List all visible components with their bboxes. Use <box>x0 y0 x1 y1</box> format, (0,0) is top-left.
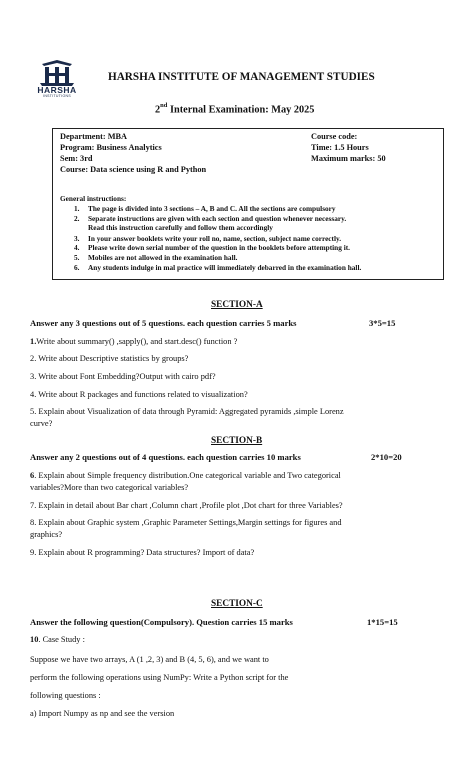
instruction-text: Read this instruction carefully and follow them accordingly <box>88 223 273 232</box>
logo-name: HARSHA <box>37 85 77 95</box>
question-2: 2. Write about Descriptive statistics by groups? <box>30 354 189 363</box>
course-code: Course code: <box>311 132 358 141</box>
section-c-instruction: Answer the following question(Compulsory). Question carries 15 marks <box>30 617 293 627</box>
question-8-line1: 8. Explain about Graphic system ,Graphic Parameter Settings,Margin settings for figures and <box>30 518 342 527</box>
course-name: Course: Data science using R and Python <box>60 165 207 174</box>
section-c-marks: 1*15=15 <box>367 617 398 627</box>
question-7: 7. Explain in detail about Bar chart ,Column chart ,Profile plot ,Dot chart for three Variables? <box>30 501 343 510</box>
instruction-text: Please write down serial number of the question in the booklets before attempting it. <box>88 243 350 252</box>
instruction-text: In your answer booklets write your roll no, name, section, subject name correctly. <box>88 233 342 243</box>
question-5-line2: curve? <box>30 419 53 428</box>
section-a-marks: 3*5=15 <box>369 318 396 328</box>
question-6-line1: 6. Explain about Simple frequency distribution.One categorical variable and Two categorical <box>30 471 341 480</box>
instruction-num: 5. <box>74 253 80 262</box>
question-1: 1.Write about summary() ,sapply(), and start.desc() function ? <box>30 337 238 346</box>
question-6-line2: variables?More than two categorical variables? <box>30 483 189 492</box>
question-10-heading: 10. Case Study : <box>30 635 85 644</box>
instruction-num: 1. <box>74 204 80 213</box>
institute-title: HARSHA INSTITUTE OF MANAGEMENT STUDIES <box>108 71 375 83</box>
section-b-title: SECTION-B <box>211 436 263 446</box>
section-a-title: SECTION-A <box>211 300 263 310</box>
program: Program: Business Analytics <box>60 143 162 152</box>
question-8-line2: graphics? <box>30 530 63 539</box>
exam-title: 2nd Internal Examination: May 2025 <box>155 102 315 116</box>
department: Department: MBA <box>60 132 128 141</box>
instruction-num: 2. <box>74 213 80 223</box>
question-5-line1: 5. Explain about Visualization of data through Pyramid: Aggregated pyramids ,simple Lorenz <box>30 407 344 416</box>
question-4: 4. Write about R packages and functions related to visualization? <box>30 390 248 399</box>
section-b-instruction: Answer any 2 questions out of 4 questions. each question carries 10 marks <box>30 452 301 462</box>
max-marks: Maximum marks: 50 <box>311 154 386 163</box>
instruction-text: The page is divided into 3 sections – A, B and C. All the sections are compulsory <box>88 204 336 213</box>
case-study-line4: a) Import Numpy as np and see the version <box>30 709 175 718</box>
instruction-num: 3. <box>74 233 80 243</box>
logo-subtitle: INSTITUTIONS <box>43 94 71 98</box>
case-study-line2: perform the following operations using NumPy: Write a Python script for the <box>30 673 289 682</box>
instruction-text: Any students indulge in mal practice will immediately debarred in the examination hall. <box>88 263 362 272</box>
section-c-title: SECTION-C <box>211 599 263 609</box>
instruction-text: Mobiles are not allowed in the examination hall. <box>88 253 238 262</box>
section-a-instruction: Answer any 3 questions out of 5 questions. each question carries 5 marks <box>30 318 297 328</box>
instruction-num: 6. <box>74 263 80 272</box>
semester: Sem: 3rd <box>60 154 93 163</box>
question-9: 9. Explain about R programming? Data structures? Import of data? <box>30 548 255 557</box>
instruction-num: 4. <box>74 243 80 252</box>
question-3: 3. Write about Font Embedding?Output with cairo pdf? <box>30 372 216 381</box>
case-study-line1: Suppose we have two arrays, A (1 ,2, 3) and B (4, 5, 6), and we want to <box>30 655 269 664</box>
instruction-text: Separate instructions are given with each section and question whenever necessary. <box>88 213 347 223</box>
general-instructions-heading: General instructions: <box>60 194 127 203</box>
case-study-line3: following questions : <box>30 691 101 700</box>
exam-time: Time: 1.5 Hours <box>311 143 369 152</box>
section-b-marks: 2*10=20 <box>371 452 402 462</box>
